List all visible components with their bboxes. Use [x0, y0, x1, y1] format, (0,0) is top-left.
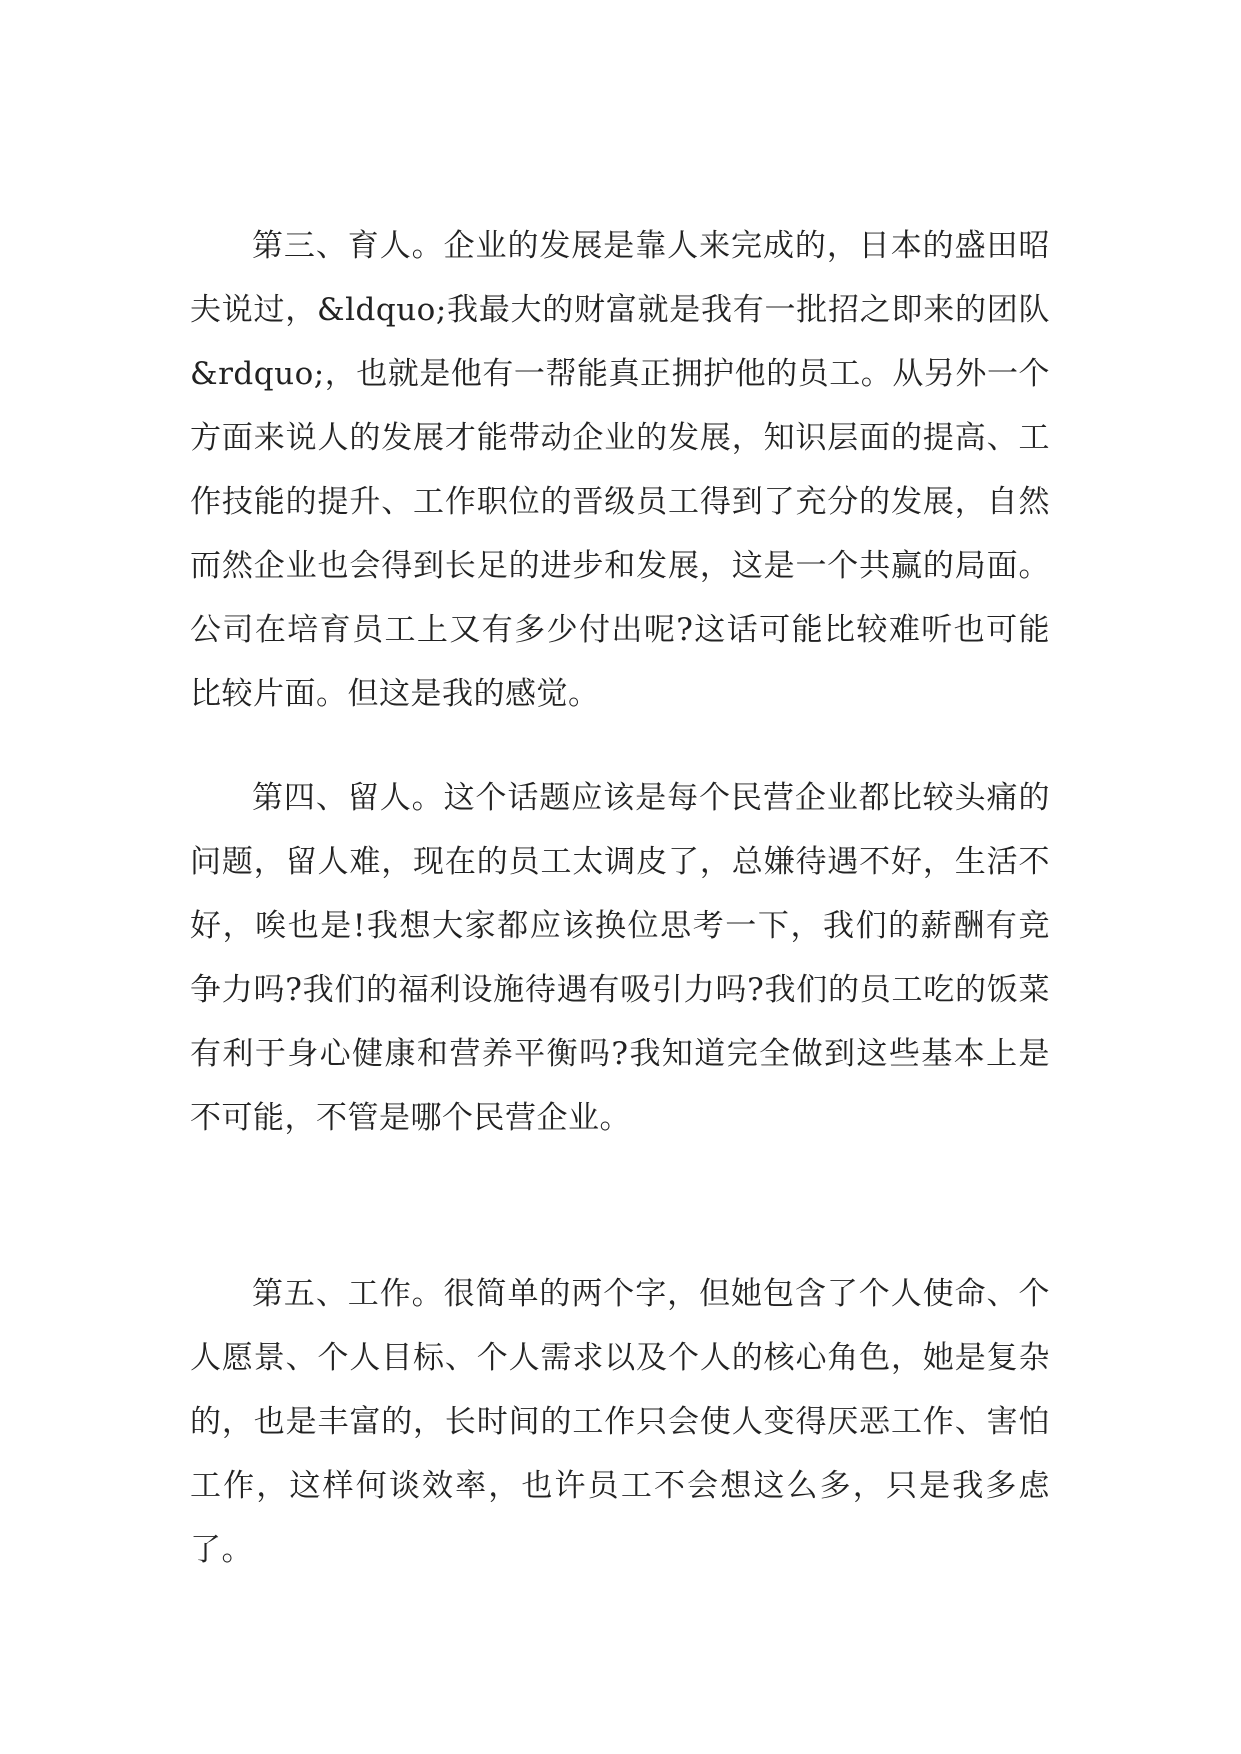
paragraph-retaining-people: 第四、留人。这个话题应该是每个民营企业都比较头痛的问题，留人难，现在的员工太调皮了，总嫌待遇不好，生活不好，唉也是!我想大家都应该换位思考一下，我们的薪酬有竞争力吗?我们的福利设施待遇有吸引力吗?我们的员工吃的饭菜有利于身心健康和营养平衡吗?我知道完全做到这些基本上是不可能，不管是哪个民营企业。: [190, 780, 1050, 1136]
paragraph-work: 第五、工作。很简单的两个字，但她包含了个人使命、个人愿景、个人目标、个人需求以及个人的核心角色，她是复杂的，也是丰富的，长时间的工作只会使人变得厌恶工作、害怕工作，这样何谈效率，也许员工不会想这么多，只是我多虑了。: [190, 1276, 1050, 1568]
paragraph-nurturing-people: 第三、育人。企业的发展是靠人来完成的，日本的盛田昭夫说过，&ldquo;我最大的财富就是我有一批招之即来的团队&rdquo;，也就是他有一帮能真正拥护他的员工。从另外一个方面来说人的发展才能带动企业的发展，知识层面的提高、工作技能的提升、工作职位的晋级员工得到了充分的发展，自然而然企业也会得到长足的进步和发展，这是一个共赢的局面。公司在培育员工上又有多少付出呢?这话可能比较难听也可能比较片面。但这是我的感觉。: [190, 228, 1050, 712]
